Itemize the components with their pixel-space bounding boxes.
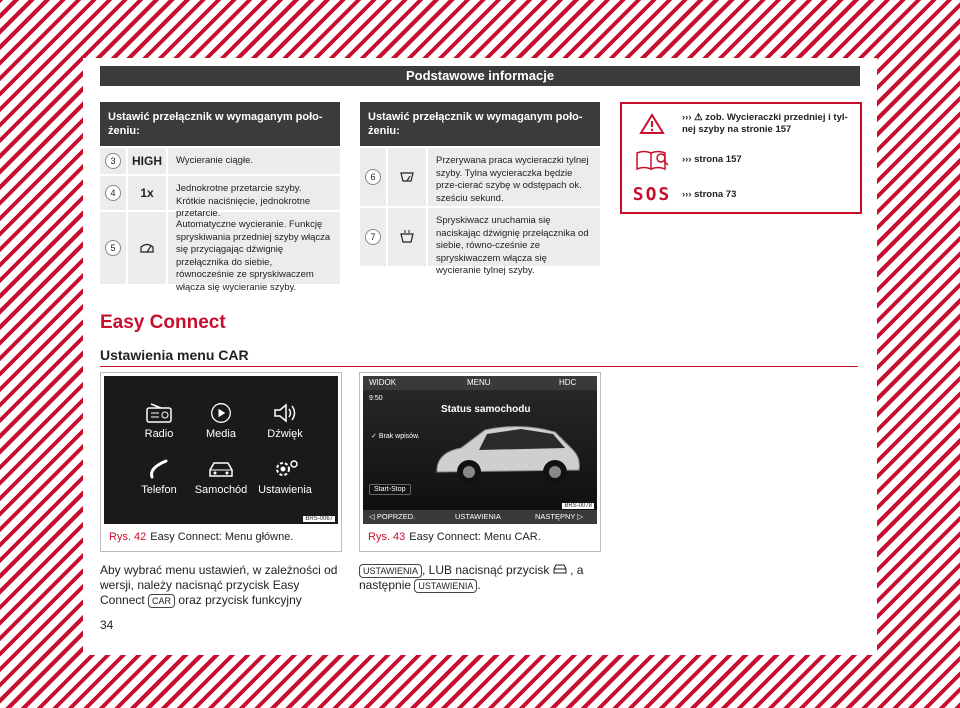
caption-text: Easy Connect: Menu główne.	[150, 531, 294, 543]
rear-washer-icon	[386, 208, 428, 266]
next-button[interactable]: NASTĘPNY ▷	[535, 512, 584, 521]
table-row	[360, 206, 600, 276]
sos-icon: SOS	[632, 184, 672, 205]
figure-caption	[368, 531, 541, 543]
row-text: Automatyczne wycieranie. Funkcję spryskiwania przedniej szyby włącza się przyciągając dźwignię przełącznika do siebie, równocześnie ze spryskiwaczem włącza się wycieranie szyby.	[176, 219, 331, 293]
previous-label: POPRZED.	[376, 512, 416, 521]
row-text: Przerywana praca wycieraczki tylnej szyby. Tylna wycieraczka będzie prze-cierać szybę w odstępach ok. sześciu sekund.	[436, 155, 589, 204]
start-stop-label: Start-Stop	[374, 486, 406, 493]
menu-label: Radio	[144, 428, 174, 440]
car-icon	[206, 458, 236, 480]
car-key: CAR	[148, 594, 175, 608]
row-text: Wycieranie ciągłe.	[176, 155, 254, 166]
row-number: 3	[105, 153, 121, 169]
table-heading: Ustawić przełącznik w wymaganym poło-żeniu:	[100, 102, 340, 146]
radio-icon	[145, 402, 173, 424]
menu-radio[interactable]	[124, 402, 194, 440]
wiper-table-left	[100, 102, 340, 293]
hdc-button[interactable]: HDC	[559, 378, 577, 387]
page-header: Podstawowe informacje	[100, 66, 860, 86]
table-row	[100, 146, 340, 174]
row-text: Jednokrotne przetarcie szyby. Krótkie naciśnięcie, jednokrotne przetarcie.	[176, 183, 311, 219]
menu-phone[interactable]	[124, 458, 194, 496]
menu-settings[interactable]	[250, 458, 320, 496]
check-icon: ✓	[371, 433, 379, 440]
settings-button[interactable]: USTAWIENIA	[455, 512, 501, 521]
previous-button[interactable]: ◁ POPRZED.	[369, 512, 416, 521]
menu-label: Media	[206, 428, 236, 440]
row-text: Spryskiwacz uruchamia się naciskając dźwignię przełącznika od siebie, równo-cześnie ze spryskiwaczem włącza się wycieranie tylnej szyby.	[436, 215, 589, 276]
menu-button[interactable]: MENU	[467, 378, 491, 387]
menu-media[interactable]	[186, 402, 256, 440]
body-text: , LUB nacisnąć przycisk	[422, 563, 550, 577]
menu-sound[interactable]	[250, 402, 320, 440]
reference-box	[620, 102, 862, 214]
reference-text[interactable]: ››› strona 157	[682, 154, 742, 165]
figure-label: Rys. 43	[368, 531, 406, 543]
row-number: 6	[365, 169, 381, 185]
table-row	[360, 146, 600, 206]
high-icon: HIGH	[126, 148, 168, 174]
view-button[interactable]: WIDOK	[369, 378, 397, 387]
speaker-icon	[271, 402, 299, 424]
wiper-table-right	[360, 102, 600, 276]
body-text-left	[100, 563, 340, 608]
body-text: oraz przycisk funkcyjny	[178, 593, 302, 607]
gear-icon	[270, 458, 300, 480]
divider	[100, 366, 858, 367]
status-message	[371, 432, 420, 440]
body-text: , a następnie	[359, 563, 584, 592]
caption-text: Easy Connect: Menu CAR.	[409, 531, 541, 543]
menu-label: Dźwięk	[267, 428, 303, 440]
single-wipe-icon: 1x	[126, 176, 168, 210]
figure-code: BRS-0078	[564, 503, 592, 509]
settings-key: USTAWIENIA	[359, 564, 422, 578]
rear-wiper-icon	[386, 148, 428, 206]
bottom-bar	[363, 510, 597, 524]
row-number: 7	[365, 229, 381, 245]
status-title: Status samochodu	[441, 404, 531, 415]
warning-reference	[622, 112, 860, 136]
menu-label: Samochód	[194, 484, 248, 496]
section-subtitle: Ustawienia menu CAR	[100, 347, 249, 363]
next-label: NASTĘPNY	[535, 512, 576, 521]
figure-code: BRS-0067	[305, 516, 333, 522]
menu-car[interactable]	[186, 458, 256, 496]
table-heading: Ustawić przełącznik w wymaganym poło-żeniu:	[360, 102, 600, 146]
auto-wipe-icon	[126, 212, 168, 284]
warning-triangle-icon	[639, 113, 665, 135]
table-row	[100, 210, 340, 293]
figure-caption	[109, 531, 293, 543]
body-text: Aby wybrać menu ustawień, w zależności od wersji, należy nacisnąć przycisk Easy Connect	[100, 563, 338, 607]
sos-reference	[622, 184, 860, 205]
body-text-right	[359, 563, 609, 593]
row-number: 4	[105, 185, 121, 201]
row-number: 5	[105, 240, 121, 256]
body-text: .	[477, 578, 481, 592]
manual-reference	[622, 148, 860, 172]
menu-label: Ustawienia	[258, 484, 312, 496]
book-icon	[634, 148, 670, 172]
car-icon	[553, 563, 570, 577]
section-title: Easy Connect	[100, 312, 226, 333]
infotainment-main-menu	[104, 376, 338, 524]
settings-key: USTAWIENIA	[414, 579, 477, 593]
play-icon	[208, 402, 234, 424]
figure-label: Rys. 42	[109, 531, 147, 543]
phone-icon	[146, 458, 172, 480]
car-image	[427, 416, 587, 492]
menu-label: Telefon	[141, 484, 177, 496]
table-row	[100, 174, 340, 219]
status-text: Brak wpisów.	[378, 433, 420, 440]
top-bar	[363, 376, 597, 390]
infotainment-car-menu	[363, 376, 597, 524]
start-stop-button[interactable]	[369, 484, 411, 495]
reference-text[interactable]: ››› ⚠ zob. Wycieraczki przedniej i tyl-nej szyby na stronie 157	[682, 112, 848, 135]
figure-42	[100, 372, 342, 552]
figure-43	[359, 372, 601, 552]
clock: 9:50	[369, 395, 383, 402]
page-number: 34	[100, 618, 114, 632]
reference-text[interactable]: ››› strona 73	[682, 188, 737, 200]
